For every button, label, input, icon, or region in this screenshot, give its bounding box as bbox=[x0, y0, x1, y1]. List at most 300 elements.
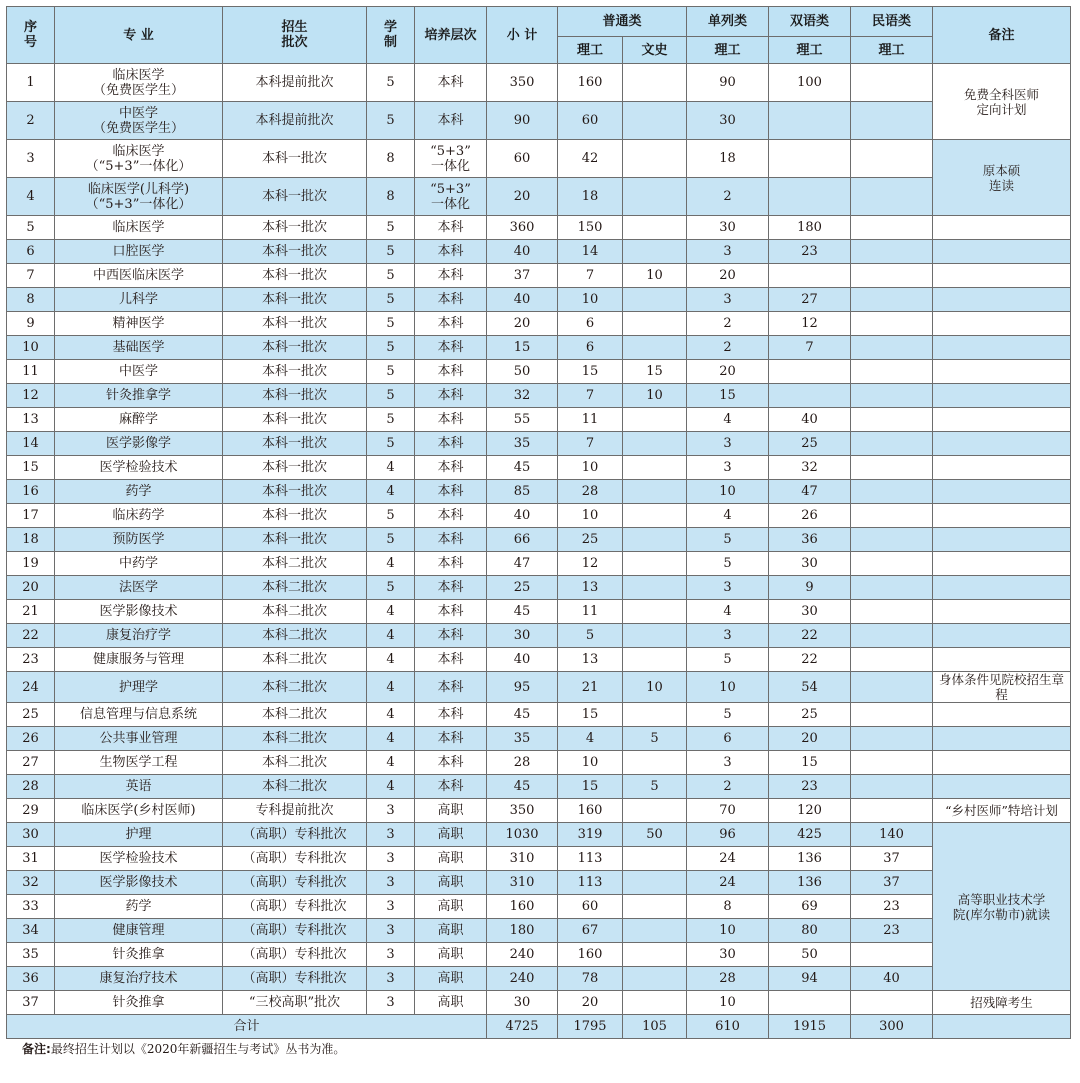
cell-subtotal: 35 bbox=[487, 432, 558, 456]
cell-sci: 15 bbox=[558, 360, 623, 384]
cell-level: 本科 bbox=[415, 672, 487, 703]
cell-level: 本科 bbox=[415, 751, 487, 775]
cell-level: 本科 bbox=[415, 775, 487, 799]
cell-no: 13 bbox=[7, 408, 55, 432]
table-row bbox=[7, 504, 1071, 528]
cell-no: 12 bbox=[7, 384, 55, 408]
enrollment-plan-table bbox=[6, 6, 1071, 1039]
cell-years: 5 bbox=[367, 216, 415, 240]
cell-batch: 本科二批次 bbox=[223, 703, 367, 727]
header-bilingual: 双语类 bbox=[769, 7, 851, 37]
cell-minority bbox=[851, 991, 933, 1015]
cell-level: 本科 bbox=[415, 456, 487, 480]
cell-no: 26 bbox=[7, 727, 55, 751]
cell-remark: 原本硕 连读 bbox=[933, 140, 1071, 216]
cell-arts: 10 bbox=[623, 672, 687, 703]
cell-sci: 113 bbox=[558, 847, 623, 871]
cell-remark bbox=[933, 336, 1071, 360]
cell-minority bbox=[851, 504, 933, 528]
cell-sci: 42 bbox=[558, 140, 623, 178]
table-row bbox=[7, 703, 1071, 727]
cell-major: 精神医学 bbox=[55, 312, 223, 336]
cell-minority bbox=[851, 648, 933, 672]
cell-subtotal: 45 bbox=[487, 703, 558, 727]
cell-arts bbox=[623, 624, 687, 648]
cell-arts bbox=[623, 480, 687, 504]
cell-no: 22 bbox=[7, 624, 55, 648]
cell-major: 药学 bbox=[55, 895, 223, 919]
table-row bbox=[7, 967, 1071, 991]
cell-batch: 本科二批次 bbox=[223, 600, 367, 624]
cell-batch: 本科一批次 bbox=[223, 408, 367, 432]
cell-bilingual: 30 bbox=[769, 600, 851, 624]
cell-years: 4 bbox=[367, 552, 415, 576]
cell-major: 医学影像学 bbox=[55, 432, 223, 456]
cell-single: 2 bbox=[687, 312, 769, 336]
cell-major: 医学影像技术 bbox=[55, 600, 223, 624]
cell-minority bbox=[851, 775, 933, 799]
header-remark: 备注 bbox=[933, 7, 1071, 64]
cell-remark bbox=[933, 216, 1071, 240]
cell-minority bbox=[851, 312, 933, 336]
total-sci: 1795 bbox=[558, 1015, 623, 1039]
cell-years: 3 bbox=[367, 895, 415, 919]
cell-arts bbox=[623, 408, 687, 432]
cell-sci: 18 bbox=[558, 178, 623, 216]
cell-bilingual: 120 bbox=[769, 799, 851, 823]
cell-sci: 78 bbox=[558, 967, 623, 991]
cell-years: 4 bbox=[367, 648, 415, 672]
cell-no: 33 bbox=[7, 895, 55, 919]
cell-major: 中医学 bbox=[55, 360, 223, 384]
cell-single: 90 bbox=[687, 64, 769, 102]
cell-arts bbox=[623, 216, 687, 240]
cell-bilingual bbox=[769, 384, 851, 408]
footnote-label: 备注: bbox=[22, 1042, 51, 1056]
cell-minority bbox=[851, 264, 933, 288]
cell-major: 儿科学 bbox=[55, 288, 223, 312]
cell-arts bbox=[623, 751, 687, 775]
cell-batch: 本科二批次 bbox=[223, 648, 367, 672]
cell-sci: 160 bbox=[558, 799, 623, 823]
total-subtotal: 4725 bbox=[487, 1015, 558, 1039]
cell-batch: 本科二批次 bbox=[223, 576, 367, 600]
cell-bilingual: 32 bbox=[769, 456, 851, 480]
cell-years: 5 bbox=[367, 312, 415, 336]
cell-single: 5 bbox=[687, 703, 769, 727]
cell-single: 3 bbox=[687, 624, 769, 648]
table-row bbox=[7, 64, 1071, 102]
cell-major: 针灸推拿学 bbox=[55, 384, 223, 408]
cell-years: 5 bbox=[367, 504, 415, 528]
header-bilingual-sci: 理工 bbox=[769, 37, 851, 64]
cell-batch: 本科一批次 bbox=[223, 456, 367, 480]
cell-years: 3 bbox=[367, 871, 415, 895]
cell-single: 2 bbox=[687, 336, 769, 360]
cell-major: 中西医临床医学 bbox=[55, 264, 223, 288]
cell-minority bbox=[851, 727, 933, 751]
cell-single: 8 bbox=[687, 895, 769, 919]
total-arts: 105 bbox=[623, 1015, 687, 1039]
cell-minority bbox=[851, 178, 933, 216]
cell-level: 本科 bbox=[415, 408, 487, 432]
cell-level: 本科 bbox=[415, 216, 487, 240]
cell-years: 5 bbox=[367, 288, 415, 312]
table-row bbox=[7, 943, 1071, 967]
table-row bbox=[7, 919, 1071, 943]
cell-level: “5+3” 一体化 bbox=[415, 178, 487, 216]
cell-bilingual: 7 bbox=[769, 336, 851, 360]
cell-major: 公共事业管理 bbox=[55, 727, 223, 751]
cell-subtotal: 28 bbox=[487, 751, 558, 775]
cell-subtotal: 90 bbox=[487, 102, 558, 140]
cell-bilingual: 23 bbox=[769, 240, 851, 264]
cell-remark bbox=[933, 288, 1071, 312]
cell-years: 5 bbox=[367, 102, 415, 140]
cell-remark bbox=[933, 456, 1071, 480]
cell-no: 21 bbox=[7, 600, 55, 624]
cell-major: 针灸推拿 bbox=[55, 991, 223, 1015]
cell-subtotal: 32 bbox=[487, 384, 558, 408]
cell-batch: 本科提前批次 bbox=[223, 64, 367, 102]
cell-major: 临床药学 bbox=[55, 504, 223, 528]
cell-single: 3 bbox=[687, 288, 769, 312]
cell-level: 高职 bbox=[415, 967, 487, 991]
cell-sci: 10 bbox=[558, 456, 623, 480]
header-years: 学 制 bbox=[367, 7, 415, 64]
cell-bilingual: 22 bbox=[769, 624, 851, 648]
cell-no: 1 bbox=[7, 64, 55, 102]
cell-no: 35 bbox=[7, 943, 55, 967]
cell-sci: 13 bbox=[558, 576, 623, 600]
cell-years: 3 bbox=[367, 799, 415, 823]
cell-bilingual: 12 bbox=[769, 312, 851, 336]
cell-subtotal: 160 bbox=[487, 895, 558, 919]
cell-no: 11 bbox=[7, 360, 55, 384]
cell-single: 18 bbox=[687, 140, 769, 178]
cell-years: 3 bbox=[367, 919, 415, 943]
cell-subtotal: 37 bbox=[487, 264, 558, 288]
cell-arts bbox=[623, 799, 687, 823]
cell-major: 健康管理 bbox=[55, 919, 223, 943]
table-row bbox=[7, 552, 1071, 576]
cell-batch: （高职）专科批次 bbox=[223, 967, 367, 991]
cell-remark: 高等职业技术学 院(库尔勒市)就读 bbox=[933, 823, 1071, 991]
cell-no: 32 bbox=[7, 871, 55, 895]
header-general-arts: 文史 bbox=[623, 37, 687, 64]
cell-minority bbox=[851, 799, 933, 823]
cell-batch: 本科一批次 bbox=[223, 288, 367, 312]
cell-single: 3 bbox=[687, 751, 769, 775]
cell-batch: 本科二批次 bbox=[223, 672, 367, 703]
cell-major: 医学检验技术 bbox=[55, 847, 223, 871]
cell-remark bbox=[933, 600, 1071, 624]
cell-level: 本科 bbox=[415, 727, 487, 751]
cell-sci: 10 bbox=[558, 288, 623, 312]
cell-bilingual: 20 bbox=[769, 727, 851, 751]
cell-single: 5 bbox=[687, 552, 769, 576]
cell-level: 本科 bbox=[415, 102, 487, 140]
cell-no: 3 bbox=[7, 140, 55, 178]
cell-minority: 23 bbox=[851, 919, 933, 943]
header-single-sci: 理工 bbox=[687, 37, 769, 64]
cell-minority bbox=[851, 943, 933, 967]
cell-years: 5 bbox=[367, 264, 415, 288]
cell-years: 5 bbox=[367, 360, 415, 384]
cell-level: 本科 bbox=[415, 648, 487, 672]
cell-major: 针灸推拿 bbox=[55, 943, 223, 967]
cell-single: 4 bbox=[687, 408, 769, 432]
cell-minority bbox=[851, 576, 933, 600]
cell-level: 本科 bbox=[415, 576, 487, 600]
table-row bbox=[7, 847, 1071, 871]
cell-bilingual: 54 bbox=[769, 672, 851, 703]
cell-bilingual: 47 bbox=[769, 480, 851, 504]
cell-batch: （高职）专科批次 bbox=[223, 919, 367, 943]
table-row bbox=[7, 775, 1071, 799]
header-general-sci: 理工 bbox=[558, 37, 623, 64]
cell-arts: 10 bbox=[623, 384, 687, 408]
cell-bilingual: 36 bbox=[769, 528, 851, 552]
cell-no: 15 bbox=[7, 456, 55, 480]
cell-arts bbox=[623, 648, 687, 672]
cell-bilingual: 26 bbox=[769, 504, 851, 528]
cell-minority bbox=[851, 480, 933, 504]
cell-sci: 11 bbox=[558, 408, 623, 432]
cell-single: 10 bbox=[687, 672, 769, 703]
cell-level: 本科 bbox=[415, 480, 487, 504]
cell-subtotal: 240 bbox=[487, 967, 558, 991]
cell-major: 临床医学 bbox=[55, 216, 223, 240]
header-batch: 招生 批次 bbox=[223, 7, 367, 64]
cell-sci: 319 bbox=[558, 823, 623, 847]
cell-years: 8 bbox=[367, 178, 415, 216]
cell-major: 药学 bbox=[55, 480, 223, 504]
cell-batch: 专科提前批次 bbox=[223, 799, 367, 823]
cell-sci: 20 bbox=[558, 991, 623, 1015]
cell-single: 15 bbox=[687, 384, 769, 408]
cell-sci: 25 bbox=[558, 528, 623, 552]
cell-major: 英语 bbox=[55, 775, 223, 799]
cell-subtotal: 35 bbox=[487, 727, 558, 751]
cell-batch: 本科一批次 bbox=[223, 264, 367, 288]
cell-level: 本科 bbox=[415, 288, 487, 312]
cell-minority bbox=[851, 240, 933, 264]
cell-subtotal: 25 bbox=[487, 576, 558, 600]
cell-batch: 本科提前批次 bbox=[223, 102, 367, 140]
cell-minority bbox=[851, 528, 933, 552]
cell-batch: 本科一批次 bbox=[223, 140, 367, 178]
cell-years: 5 bbox=[367, 64, 415, 102]
cell-subtotal: 30 bbox=[487, 624, 558, 648]
cell-subtotal: 350 bbox=[487, 799, 558, 823]
cell-minority bbox=[851, 360, 933, 384]
cell-subtotal: 20 bbox=[487, 178, 558, 216]
cell-single: 2 bbox=[687, 775, 769, 799]
cell-years: 5 bbox=[367, 240, 415, 264]
cell-no: 6 bbox=[7, 240, 55, 264]
table-row bbox=[7, 456, 1071, 480]
cell-arts: 5 bbox=[623, 727, 687, 751]
cell-level: 本科 bbox=[415, 504, 487, 528]
cell-major: 临床医学 （免费医学生） bbox=[55, 64, 223, 102]
cell-single: 20 bbox=[687, 264, 769, 288]
cell-no: 2 bbox=[7, 102, 55, 140]
cell-bilingual: 94 bbox=[769, 967, 851, 991]
cell-major: 预防医学 bbox=[55, 528, 223, 552]
cell-no: 16 bbox=[7, 480, 55, 504]
footnote bbox=[22, 1040, 345, 1057]
cell-major: 临床医学 （“5+3”一体化） bbox=[55, 140, 223, 178]
cell-sci: 7 bbox=[558, 432, 623, 456]
cell-bilingual: 69 bbox=[769, 895, 851, 919]
cell-arts bbox=[623, 703, 687, 727]
cell-level: 高职 bbox=[415, 919, 487, 943]
cell-level: 本科 bbox=[415, 312, 487, 336]
cell-no: 7 bbox=[7, 264, 55, 288]
cell-minority bbox=[851, 102, 933, 140]
cell-single: 6 bbox=[687, 727, 769, 751]
cell-years: 4 bbox=[367, 624, 415, 648]
cell-subtotal: 15 bbox=[487, 336, 558, 360]
cell-single: 3 bbox=[687, 456, 769, 480]
cell-arts bbox=[623, 552, 687, 576]
table-row bbox=[7, 264, 1071, 288]
cell-bilingual: 425 bbox=[769, 823, 851, 847]
cell-remark bbox=[933, 775, 1071, 799]
cell-remark bbox=[933, 528, 1071, 552]
cell-minority: 40 bbox=[851, 967, 933, 991]
cell-level: 本科 bbox=[415, 264, 487, 288]
cell-subtotal: 85 bbox=[487, 480, 558, 504]
cell-years: 3 bbox=[367, 847, 415, 871]
cell-years: 4 bbox=[367, 456, 415, 480]
cell-batch: 本科一批次 bbox=[223, 504, 367, 528]
table-row bbox=[7, 384, 1071, 408]
cell-remark bbox=[933, 264, 1071, 288]
table-row bbox=[7, 312, 1071, 336]
cell-batch: （高职）专科批次 bbox=[223, 943, 367, 967]
cell-single: 5 bbox=[687, 528, 769, 552]
cell-batch: 本科一批次 bbox=[223, 384, 367, 408]
cell-arts bbox=[623, 140, 687, 178]
cell-single: 2 bbox=[687, 178, 769, 216]
cell-years: 5 bbox=[367, 336, 415, 360]
cell-arts bbox=[623, 919, 687, 943]
cell-arts bbox=[623, 576, 687, 600]
cell-bilingual: 100 bbox=[769, 64, 851, 102]
cell-bilingual bbox=[769, 991, 851, 1015]
cell-remark: 免费全科医师 定向计划 bbox=[933, 64, 1071, 140]
cell-sci: 113 bbox=[558, 871, 623, 895]
cell-remark bbox=[933, 552, 1071, 576]
cell-sci: 5 bbox=[558, 624, 623, 648]
cell-minority bbox=[851, 64, 933, 102]
cell-major: 口腔医学 bbox=[55, 240, 223, 264]
table-row bbox=[7, 408, 1071, 432]
cell-single: 5 bbox=[687, 648, 769, 672]
cell-remark bbox=[933, 751, 1071, 775]
cell-years: 5 bbox=[367, 528, 415, 552]
cell-level: 本科 bbox=[415, 600, 487, 624]
cell-subtotal: 240 bbox=[487, 943, 558, 967]
table-row bbox=[7, 751, 1071, 775]
cell-batch: （高职）专科批次 bbox=[223, 823, 367, 847]
cell-bilingual: 22 bbox=[769, 648, 851, 672]
table-row bbox=[7, 624, 1071, 648]
cell-batch: 本科一批次 bbox=[223, 480, 367, 504]
cell-single: 70 bbox=[687, 799, 769, 823]
cell-subtotal: 310 bbox=[487, 847, 558, 871]
cell-single: 30 bbox=[687, 943, 769, 967]
cell-remark: 招残障考生 bbox=[933, 991, 1071, 1015]
cell-arts bbox=[623, 336, 687, 360]
cell-major: 康复治疗技术 bbox=[55, 967, 223, 991]
table-row bbox=[7, 528, 1071, 552]
table-row bbox=[7, 288, 1071, 312]
cell-arts bbox=[623, 895, 687, 919]
cell-years: 5 bbox=[367, 408, 415, 432]
cell-single: 3 bbox=[687, 432, 769, 456]
header-single: 单列类 bbox=[687, 7, 769, 37]
cell-arts: 50 bbox=[623, 823, 687, 847]
cell-bilingual: 9 bbox=[769, 576, 851, 600]
cell-major: 健康服务与管理 bbox=[55, 648, 223, 672]
cell-minority bbox=[851, 432, 933, 456]
cell-subtotal: 60 bbox=[487, 140, 558, 178]
cell-remark bbox=[933, 576, 1071, 600]
header-major: 专 业 bbox=[55, 7, 223, 64]
cell-minority: 37 bbox=[851, 847, 933, 871]
cell-single: 30 bbox=[687, 216, 769, 240]
cell-years: 4 bbox=[367, 727, 415, 751]
cell-remark bbox=[933, 504, 1071, 528]
cell-bilingual: 23 bbox=[769, 775, 851, 799]
cell-sci: 7 bbox=[558, 264, 623, 288]
cell-minority bbox=[851, 456, 933, 480]
cell-subtotal: 66 bbox=[487, 528, 558, 552]
cell-subtotal: 45 bbox=[487, 600, 558, 624]
cell-years: 4 bbox=[367, 480, 415, 504]
header-general: 普通类 bbox=[558, 7, 687, 37]
cell-batch: 本科一批次 bbox=[223, 312, 367, 336]
cell-bilingual: 136 bbox=[769, 871, 851, 895]
cell-minority bbox=[851, 216, 933, 240]
cell-subtotal: 40 bbox=[487, 504, 558, 528]
cell-major: 临床医学(乡村医师) bbox=[55, 799, 223, 823]
cell-minority: 140 bbox=[851, 823, 933, 847]
header-minority: 民语类 bbox=[851, 7, 933, 37]
cell-years: 3 bbox=[367, 967, 415, 991]
cell-remark bbox=[933, 312, 1071, 336]
cell-years: 5 bbox=[367, 576, 415, 600]
cell-no: 14 bbox=[7, 432, 55, 456]
cell-minority: 23 bbox=[851, 895, 933, 919]
cell-remark: 身体条件见院校招生章程 bbox=[933, 672, 1071, 703]
cell-level: 高职 bbox=[415, 943, 487, 967]
cell-arts bbox=[623, 504, 687, 528]
cell-level: 高职 bbox=[415, 847, 487, 871]
cell-major: 护理 bbox=[55, 823, 223, 847]
cell-major: 康复治疗学 bbox=[55, 624, 223, 648]
total-remark bbox=[933, 1015, 1071, 1039]
total-single: 610 bbox=[687, 1015, 769, 1039]
cell-arts: 15 bbox=[623, 360, 687, 384]
cell-batch: 本科一批次 bbox=[223, 336, 367, 360]
cell-level: 本科 bbox=[415, 64, 487, 102]
cell-no: 34 bbox=[7, 919, 55, 943]
cell-subtotal: 55 bbox=[487, 408, 558, 432]
